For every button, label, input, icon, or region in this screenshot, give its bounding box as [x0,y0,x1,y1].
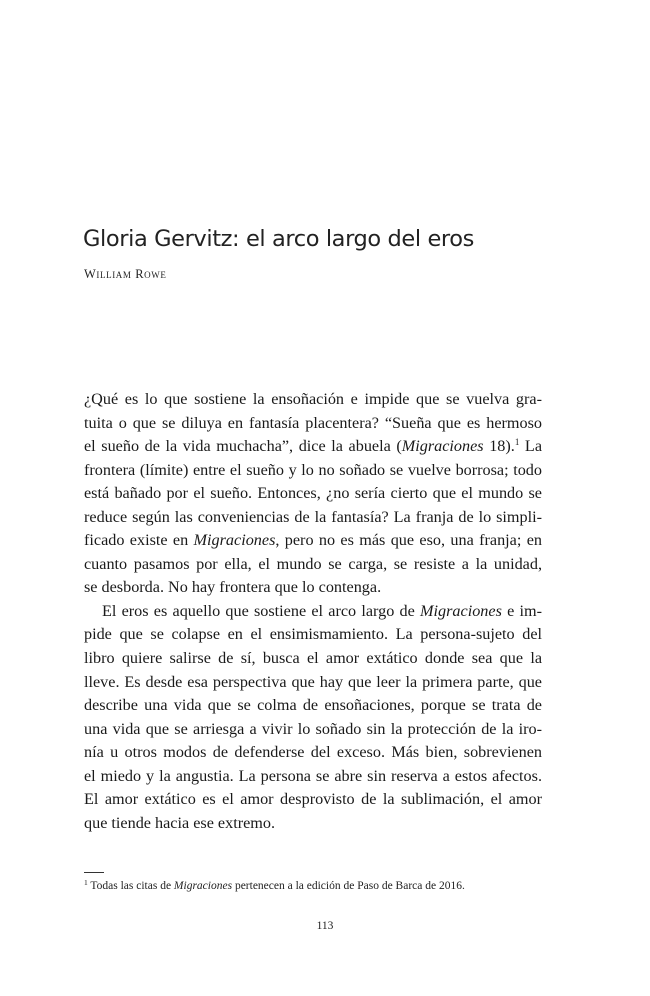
text-line: está bañado por el sueño. Entonces, ¿no sería cierto que el mundo se [84,484,542,503]
text-line: el sueño de la vida muchacha”, dice la abuela (Migraciones 18).$^1$ La [84,437,542,456]
text-line: El eros es aquello que sostiene el arco largo de Migraciones e im- [102,601,542,620]
text-line: ¿Qué es lo que sostiene la ensoñación e impide que se vuelva gra- [84,390,542,408]
text-line: lleve. Es desde esa perspectiva que hay que leer la primera parte, que [84,672,542,691]
footnote: $^1$ Todas las citas de Migraciones pertenecen a la edición de Paso de Barca de 2016. [84,878,465,892]
body-text [84,388,542,835]
book-title-italic: Migraciones [173,880,233,892]
text-line: el miedo y la angustia. La persona se abre sin reserva a estos afectos. [84,766,542,785]
chapter-title: Gloria Gervitz: el arco largo del eros [83,226,474,252]
footnote-reference: 1 [514,437,520,448]
text-line: ficado existe en Migraciones, pero no es más que eso, una franja; en [84,531,542,550]
book-title-italic: Migraciones [420,601,502,620]
text-line: frontera (límite) entre el sueño y lo no soñado se vuelve borrosa; todo [84,460,542,479]
text-line: El amor extático es el amor desprovisto de la sublimación, el amor [84,790,542,809]
text-line: tuita o que se diluya en fantasía placentera? “Sueña que es hermoso [84,413,542,432]
text-line: describe una vida que se colma de ensoñaciones, porque se trata de [84,696,542,715]
text-line: que tiende hacia ese extremo. [84,813,276,832]
text-line: pide que se colapse en el ensimismamiento. La persona-sujeto del [84,625,542,644]
book-title-italic: Migraciones [401,437,484,456]
text-line: una vida que se arriesga a vivir lo soñado sin la protección de la iro- [84,719,542,738]
text-line: reduce según las conveniencias de la fantasía? La franja de lo simpli- [84,507,542,526]
footnote-marker: 1 [84,878,88,887]
text-line: nía u otros modos de defenderse del exceso. Más bien, sobrevienen [84,743,542,762]
text-line: se desborda. No hay frontera que lo contenga. [84,578,382,597]
author-name: William Rowe [84,267,167,281]
book-title-italic: Migraciones [193,531,276,550]
text-line: libro quiere salirse de sí, busca el amor extático donde sea que la [84,649,542,668]
text-line: cuanto pasamos por ella, el mundo se carga, se resiste a la unidad, [84,554,542,573]
page-number: 113 [316,920,334,932]
footnote-divider [84,872,104,873]
